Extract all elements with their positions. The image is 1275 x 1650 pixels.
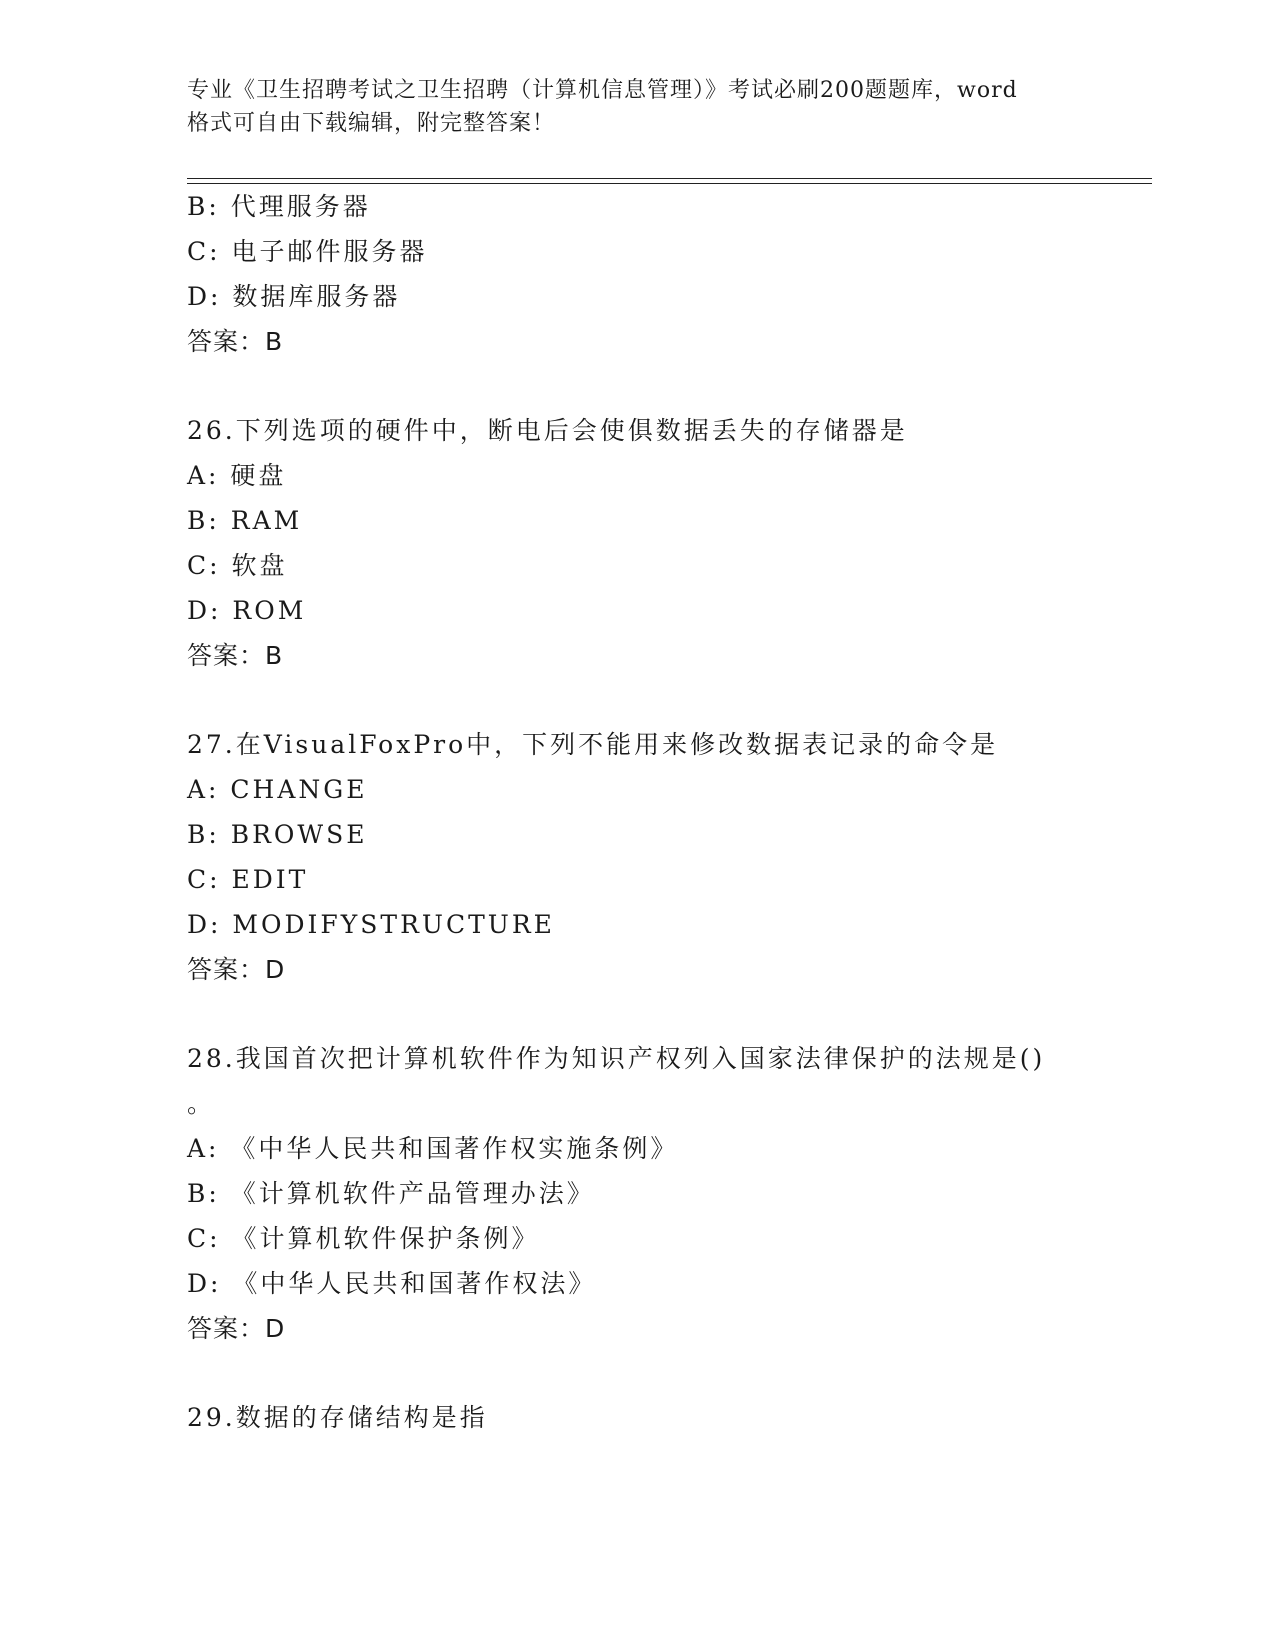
q28-question: 28.我国首次把计算机软件作为知识产权列入国家法律保护的法规是() <box>187 1044 1046 1073</box>
q28-question-continuation: 。 <box>187 1089 216 1118</box>
q26-option-c: C: 软盘 <box>187 551 288 580</box>
q27-option-a: A: CHANGE <box>187 775 368 804</box>
q25-option-b: B: 代理服务器 <box>187 192 371 221</box>
q28-answer: 答案：D <box>187 1314 286 1343</box>
q26-option-b: B: RAM <box>187 506 303 535</box>
header-divider-top <box>187 178 1152 179</box>
q25-option-c: C: 电子邮件服务器 <box>187 237 428 266</box>
q28-option-a: A: 《中华人民共和国著作权实施条例》 <box>187 1134 679 1163</box>
header-line-1: 专业《卫生招聘考试之卫生招聘（计算机信息管理）》考试必刷200题题库，word <box>187 78 1018 103</box>
q27-question: 27.在VisualFoxPro中，下列不能用来修改数据表记录的命令是 <box>187 730 999 759</box>
q25-answer: 答案：B <box>187 327 284 356</box>
q28-option-c: C: 《计算机软件保护条例》 <box>187 1224 540 1253</box>
header-line-2: 格式可自由下载编辑，附完整答案！ <box>187 111 556 136</box>
q27-option-b: B: BROWSE <box>187 820 368 849</box>
q26-question: 26.下列选项的硬件中，断电后会使俱数据丢失的存储器是 <box>187 416 908 445</box>
q28-option-b: B: 《计算机软件产品管理办法》 <box>187 1179 595 1208</box>
header-divider-bottom <box>187 183 1152 184</box>
q27-option-d: D: MODIFYSTRUCTURE <box>187 910 555 939</box>
document-header <box>187 74 1087 140</box>
q27-answer: 答案：D <box>187 955 286 984</box>
q26-option-a: A: 硬盘 <box>187 461 287 490</box>
q26-answer: 答案：B <box>187 641 284 670</box>
q29-question: 29.数据的存储结构是指 <box>187 1403 488 1432</box>
q27-option-c: C: EDIT <box>187 865 309 894</box>
q26-option-d: D: ROM <box>187 596 307 625</box>
q25-option-d: D: 数据库服务器 <box>187 282 401 311</box>
q28-option-d: D: 《中华人民共和国著作权法》 <box>187 1269 597 1298</box>
